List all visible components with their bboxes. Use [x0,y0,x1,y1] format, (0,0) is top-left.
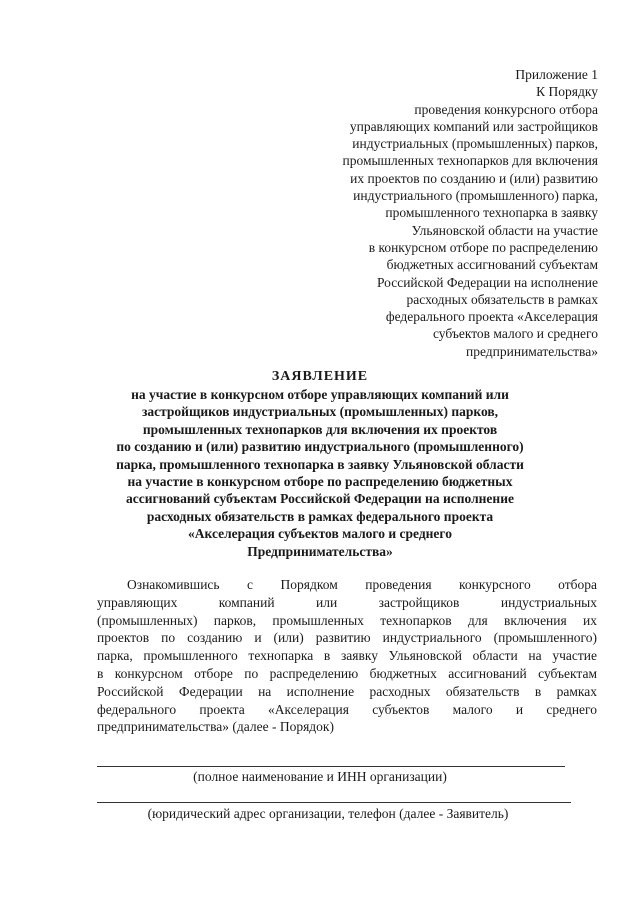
body-line: проектов по созданию и (или) развитию индустриального (промышленного) [97,630,597,646]
subtitle-line: на участие в конкурсном отборе по распределению бюджетных [127,474,513,490]
subtitle-line: ассигнований субъектам Российской Федерации на исполнение [126,491,514,507]
body-line: федерального проекта «Акселерация субъектов малого и среднего [97,701,597,717]
appendix-line: бюджетных ассигнований субъектам [386,257,598,273]
body-line: парка, промышленного технопарка в заявку Ульяновской области на участие [97,648,597,664]
appendix-line: Российской Федерации на исполнение [376,274,598,290]
appendix-line: К Порядку [536,84,598,100]
document-subtitle [60,386,580,560]
appendix-line: субъектов малого и среднего [432,326,598,342]
appendix-line: предпринимательства» [465,343,598,359]
appendix-line: управляющих компаний или застройщиков [349,118,598,134]
body-line: Российской Федерации на исполнение расходных обязательств в рамках [97,683,597,699]
subtitle-line: на участие в конкурсном отборе управляющих компаний или [131,387,509,402]
appendix-line: Приложение 1 [515,67,598,82]
subtitle-line: расходных обязательств в рамках федерального проекта [146,508,494,524]
subtitle-line: «Акселерация субъектов малого и среднего [188,526,452,542]
appendix-line: промышленных технопарков для включения [342,153,598,169]
legal-address-line [97,802,571,803]
subtitle-line: по созданию и (или) развитию индустриального (промышленного) [116,439,524,455]
body-line: Ознакомившись с Порядком проведения конкурсного отбора [127,577,597,592]
subtitle-line: Предпринимательства» [247,543,393,559]
subtitle-line: парка, промышленного технопарка в заявку Ульяновской области [116,456,524,472]
body-line: управляющих компаний или застройщиков индустриальных [97,594,597,610]
body-paragraph [97,576,597,736]
document-title: ЗАЯВЛЕНИЕ [271,369,369,384]
legal-address-label: (юридический адрес организации, телефон (далее - Заявитель) [147,806,509,821]
appendix-line: промышленного технопарка в заявку [385,205,598,221]
organization-name-line [97,766,565,767]
subtitle-line: застройщиков индустриальных (промышленных) парков, [141,404,499,420]
organization-name-label: (полное наименование и ИНН организации) [193,769,447,784]
body-line: (промышленных) парков, промышленных технопарков для включения их [97,612,597,628]
appendix-line: их проектов по созданию и (или) развитию [350,170,598,186]
appendix-line: индустриальных (промышленных) парков, [352,136,598,152]
appendix-header [298,66,598,360]
appendix-line: федерального проекта «Акселерация [385,309,598,325]
appendix-line: индустриального (промышленного) парка, [353,188,598,204]
body-line: предпринимательства» (далее - Порядок) [97,719,334,735]
body-line: в конкурсном отборе по распределению бюджетных ассигнований субъектам [97,665,597,681]
appendix-line: расходных обязательств в рамках [406,291,598,307]
appendix-line: Ульяновской области на участие [411,222,598,238]
appendix-line: в конкурсном отборе по распределению [368,239,598,255]
subtitle-line: промышленных технопарков для включения их проектов [142,421,498,437]
appendix-line: проведения конкурсного отбора [414,101,598,117]
